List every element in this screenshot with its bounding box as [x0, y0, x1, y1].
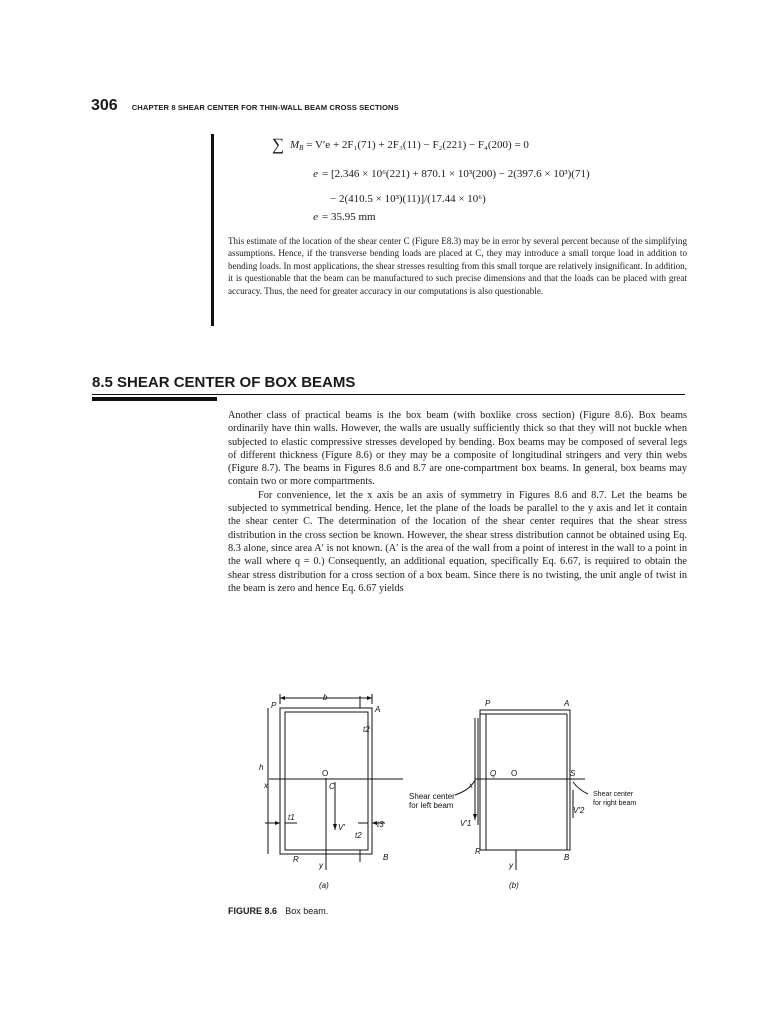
figure-box-beam [255, 690, 637, 890]
label-b-V2: V′2 [573, 806, 585, 815]
section-rule [92, 394, 685, 395]
label-b-A: A [564, 699, 570, 708]
subfigure-a-label: (a) [319, 881, 329, 890]
page-number: 306 [91, 97, 118, 114]
label-a-C: C [329, 782, 335, 791]
arrow-b-left [280, 696, 285, 700]
label-shear-center-right-1: Shear center [593, 791, 634, 798]
leader-right-shear-center [573, 782, 588, 794]
arrow-v-a [333, 824, 337, 830]
subfigure-b-label: (b) [509, 881, 519, 890]
label-a-h: h [259, 763, 264, 772]
arrow-b-right [367, 696, 372, 700]
equation-2-rhs: = [2.346 × 10⁶(221) + 870.1 × 10³(200) − 2(397.6 × 10³)(71) [322, 168, 590, 180]
label-shear-center-left-1: Shear center [409, 792, 455, 801]
label-a-y: y [319, 861, 323, 870]
label-a-P: P [271, 701, 277, 710]
equation-4-lhs: e [313, 211, 318, 223]
label-a-t3: t3 [377, 820, 384, 829]
box-b-outer [480, 710, 570, 850]
label-a-t2-bottom: t2 [355, 831, 362, 840]
section-heading: 8.5 SHEAR CENTER OF BOX BEAMS [92, 374, 356, 391]
figure-drawing [255, 690, 637, 890]
label-b-R: R [475, 847, 481, 856]
equation-3-rhs: − 2(410.5 × 10³)(11)]/(17.44 × 10⁶) [330, 193, 486, 205]
label-a-V: V′ [338, 823, 345, 832]
label-a-O: O [322, 769, 329, 778]
figure-number: FIGURE 8.6 [228, 906, 278, 916]
example-paragraph: This estimate of the location of the shear center C (Figure E8.3) may be in error by several percent because of the simplifying assumptions. Hence, if the transverse bending loads are placed at C, they may introduce a small torque load in addition to bending loads. In most applications, the shear stresses resulting from this small torque are relatively insignificant. In addition, it is questionable that the beam can be manufactured to such precise dimensions and that the loads can be placed with great accuracy. Thus, the need for greater accuracy in our computations is also questionable. [228, 236, 687, 296]
label-shear-center-left-2: for left beam [409, 801, 454, 810]
body-paragraph-2: For convenience, let the x axis be an axis of symmetry in Figures 8.6 and 8.7. Let the beams be subjected to symmetrical bending. Hence, let the plane of the loads be parallel to the y axis and let it contain the shear center C. The determination of the location of the shear center requires that the shear stress distribution in the cross section be known. However, the shear stress distribution cannot be obtained using Eq. 8.3 alone, since area A′ is not known. (A′ is the area of the wall from a point of interest in the wall to a point in the wall where q = 0.) Consequently, an additional equation, specifically Eq. 6.67, is required to obtain the shear stress distribution for a cross section of a box beam. Since there is no twisting, the unit angle of twist in the beam is zero and hence Eq. 6.67 yields [228, 489, 687, 594]
figure-caption [228, 906, 328, 916]
example-margin-bar [211, 134, 214, 326]
section-body [228, 409, 687, 595]
label-a-x: x [264, 781, 268, 790]
label-b-Q: Q [490, 769, 497, 778]
body-paragraph-1: Another class of practical beams is the box beam (with boxlike cross section) (Figure 8.6). Box beams ordinarily have thin walls. However, the walls are usually sufficiently thick so that they will not buckle when subjected to elastic compressive stresses developed by bending. Box beams may be composed of several legs of different thickness (Figure 8.6) or they may be a composite of longitudinal stringers and very thin webs (Figure 8.7). The beams in Figures 8.6 and 8.7 are one-compartment box beams. In general, box beams may contain two or more compartments. [228, 410, 687, 488]
label-b: b [323, 693, 328, 702]
equation-sum-moments [271, 135, 529, 154]
arrow-v1 [473, 814, 477, 820]
equation-4-rhs: = 35.95 mm [322, 211, 376, 223]
running-head [91, 97, 399, 117]
label-b-x: x [469, 781, 473, 790]
label-b-P: P [485, 699, 491, 708]
summation-symbol: ∑ [271, 135, 284, 154]
label-a-t2-top: t2 [363, 725, 370, 734]
label-b-O: O [511, 769, 518, 778]
label-a-A: A [375, 705, 381, 714]
label-a-R: R [293, 855, 299, 864]
label-b-y: y [509, 861, 513, 870]
equation-moment-symbol: $M_B$ [290, 139, 304, 152]
label-b-V1: V′1 [460, 819, 472, 828]
figure-caption-text: Box beam. [285, 906, 329, 916]
label-a-B: B [383, 853, 389, 862]
arrow-t1 [275, 821, 280, 825]
label-b-S: S [570, 769, 576, 778]
equation-e-line2 [330, 193, 486, 205]
equation-e-line1 [313, 168, 590, 180]
section-rule-accent [92, 397, 217, 401]
chapter-title: CHAPTER 8 SHEAR CENTER FOR THIN-WALL BEAM CROSS SECTIONS [131, 103, 399, 112]
label-b-B: B [564, 853, 570, 862]
label-a-t1: t1 [288, 813, 295, 822]
equation-1-rhs: = V′e + 2F₁(71) + 2F₃(11) − F₂(221) − F₄(200) = 0 [306, 139, 529, 151]
equation-e-result [313, 211, 376, 223]
equation-2-lhs: e [313, 168, 318, 180]
label-shear-center-right-2: for right beam [593, 800, 637, 807]
